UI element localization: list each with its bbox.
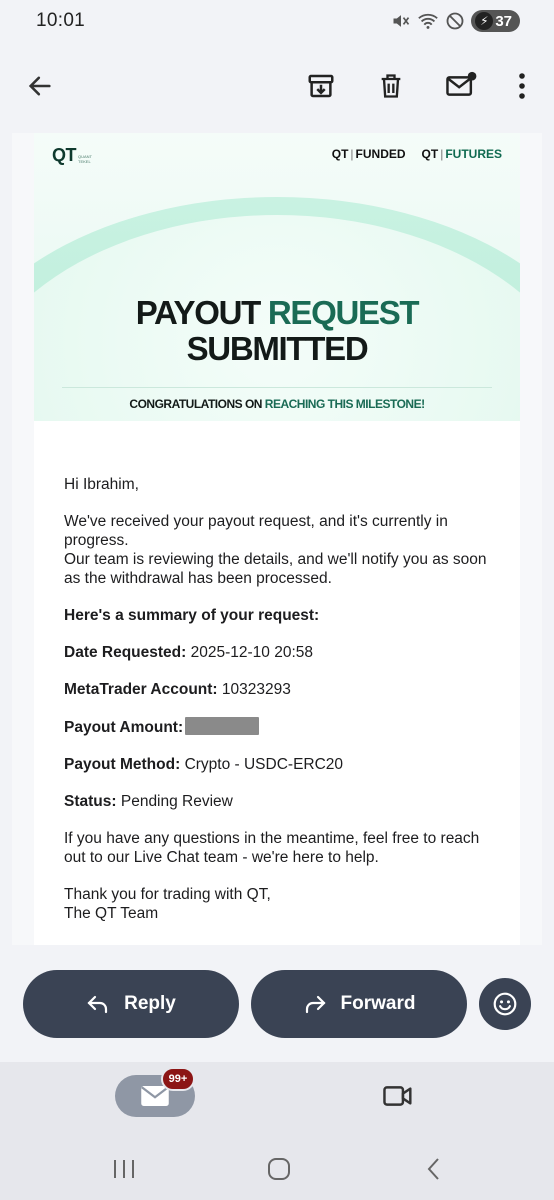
more-options-button[interactable] (502, 66, 542, 106)
futures-prefix: QT (421, 147, 439, 161)
account-value: 10323293 (221, 681, 291, 698)
unread-badge: 99+ (161, 1067, 195, 1091)
funded-label: FUNDED (355, 147, 406, 161)
status-bar (0, 0, 554, 42)
more-vertical-icon (518, 72, 526, 100)
recent-apps-button[interactable] (104, 1154, 144, 1184)
trash-icon (377, 71, 405, 101)
arrow-left-icon (26, 72, 54, 100)
status-label: Status: (64, 793, 117, 810)
intro-line-2: Our team is reviewing the details, and we'll notify you as soon as the withdrawal has been processed. (64, 551, 487, 587)
status-time: 10:01 (36, 10, 86, 31)
logo-subtext: QUANT TEKEL (78, 154, 92, 164)
back-button[interactable] (20, 66, 60, 106)
battery-indicator (471, 10, 520, 32)
smiley-icon (492, 991, 518, 1017)
emoji-reaction-button[interactable] (479, 978, 531, 1030)
qt-logo (52, 145, 100, 166)
date-label: Date Requested: (64, 644, 187, 661)
thanks-line: Thank you for trading with QT, (64, 886, 271, 903)
reply-icon (86, 993, 110, 1015)
date-value: 2025-12-10 20:58 (190, 644, 314, 661)
system-back-button[interactable] (414, 1154, 454, 1184)
reply-label: Reply (124, 993, 176, 1014)
summary-heading-text: Here's a summary of your request: (64, 607, 320, 624)
email-toolbar (0, 58, 554, 114)
hero-subtitle-part2: REACHING THIS MILESTONE! (264, 397, 425, 411)
do-not-disturb-icon (445, 11, 465, 31)
closing (64, 885, 504, 923)
email-body (64, 475, 504, 941)
email-actions (0, 970, 554, 1038)
redacted-amount (185, 717, 259, 735)
archive-icon (306, 71, 336, 101)
amount-label: Payout Amount: (64, 719, 184, 736)
questions-paragraph: If you have any questions in the meantime, feel free to reach out to our Live Chat team - we're here to help. (64, 830, 480, 866)
charging-icon: ⚡ (475, 12, 493, 30)
signature-line: The QT Team (64, 905, 159, 922)
method-value: Crypto - USDC-ERC20 (184, 756, 344, 773)
email-card (12, 133, 542, 945)
video-camera-icon (382, 1083, 414, 1109)
hero-title-line2: SUBMITTED (186, 330, 368, 367)
amount-row (64, 717, 504, 737)
date-requested-row (64, 643, 504, 662)
summary-heading (64, 606, 504, 625)
hero-title-word2: REQUEST (267, 294, 419, 331)
qt-funded-link[interactable]: QT | FUNDED (331, 147, 406, 161)
greeting: Hi Ibrahim, (64, 476, 139, 493)
forward-label: Forward (340, 993, 416, 1014)
reply-button[interactable] (23, 970, 239, 1038)
bottom-navigation (0, 1062, 554, 1134)
system-navigation-bar (0, 1134, 554, 1200)
hero-title-word1: PAYOUT (135, 294, 260, 331)
account-row (64, 680, 504, 699)
mute-icon (391, 11, 411, 31)
delete-button[interactable] (371, 66, 411, 106)
archive-button[interactable] (301, 66, 341, 106)
forward-button[interactable] (251, 970, 467, 1038)
hero-divider (62, 387, 492, 388)
account-label: MetaTrader Account: (64, 681, 218, 698)
hero-subtitle-part1: CONGRATULATIONS ON (129, 397, 262, 411)
forward-icon (303, 993, 327, 1015)
home-button[interactable] (259, 1154, 299, 1184)
email-hero-banner (34, 133, 520, 421)
home-icon (266, 1156, 292, 1182)
futures-label: FUTURES (445, 147, 502, 161)
mail-unread-icon (445, 71, 477, 101)
logo-mark: QT (52, 145, 76, 165)
mark-unread-button[interactable] (441, 66, 481, 106)
chevron-left-icon (424, 1156, 444, 1182)
status-icons (391, 10, 520, 32)
recent-apps-icon (111, 1158, 137, 1180)
hero-title (34, 295, 520, 367)
intro-line-1: We've received your payout request, and it's currently in progress. (64, 513, 448, 549)
meet-tab[interactable] (380, 1080, 416, 1112)
hero-subtitle (34, 397, 520, 411)
battery-level: 37 (495, 12, 512, 30)
wifi-icon (417, 11, 439, 31)
email-content (34, 133, 520, 945)
brand-links (332, 147, 502, 161)
status-row (64, 792, 504, 811)
qt-futures-link[interactable]: QT | FUTURES (421, 147, 502, 161)
intro-paragraph (64, 512, 504, 588)
mail-tab[interactable] (115, 1075, 195, 1117)
method-row (64, 755, 504, 774)
status-value: Pending Review (120, 793, 233, 810)
method-label: Payout Method: (64, 756, 181, 773)
funded-prefix: QT (331, 147, 349, 161)
